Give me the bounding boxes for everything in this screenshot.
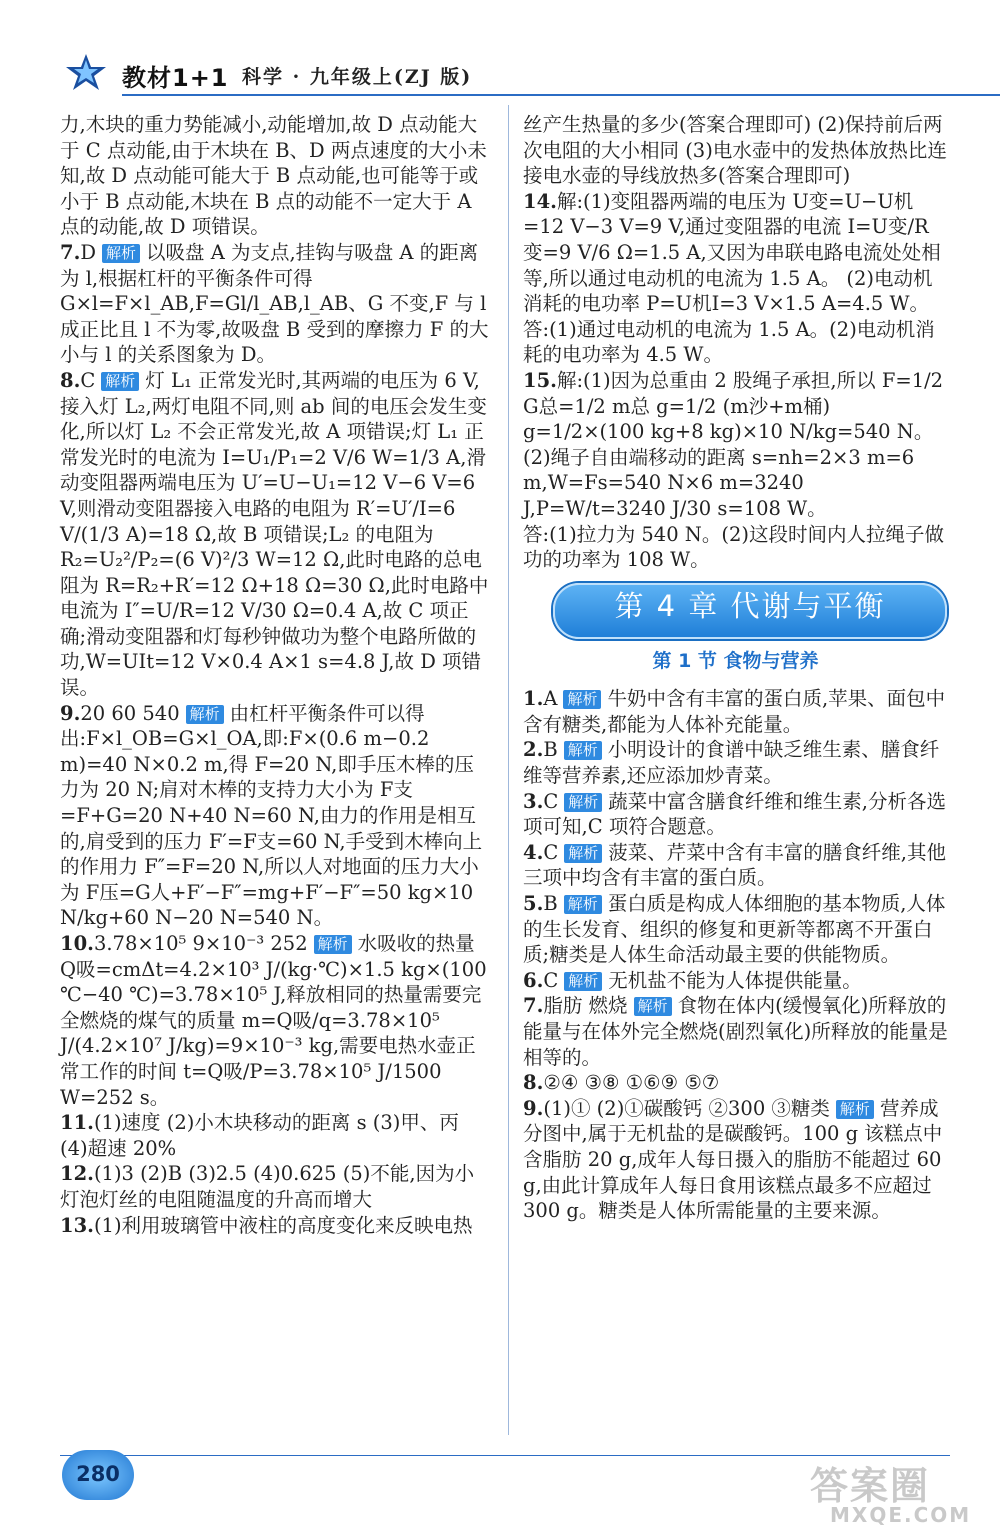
analysis-tag: 解析: [102, 244, 140, 263]
star-logo-icon: [60, 52, 112, 94]
answer-text: 以吸盘 A 为支点,挂钩与吸盘 A 的距离为 l,根据杠杆的平衡条件可得 G×l=F×l_AB,F=Gl/l_AB,l_AB、G 不变,F 与 l 成正比且 l 不为零,故吸盘 B 受到的摩擦力 F 的大小与 l 的关系图象为 D。: [60, 240, 489, 367]
header-divider: [122, 94, 1000, 96]
answer-item-4: [523, 840, 948, 891]
answer-text: 蛋白质是构成人体细胞的基本物质,人体的生长发育、组织的修复和更新等都离不开蛋白质;糖类是人体生命活动最主要的供能物质。: [523, 892, 946, 967]
item-number: 8.: [523, 1071, 544, 1095]
left-column: [60, 112, 492, 1238]
answer-text: 答:(1)拉力为 540 N。(2)这段时间内人拉绳子做功的功率为 108 W。: [523, 522, 944, 572]
item-number: 7.: [60, 240, 81, 264]
answer-text: 食物在体内(缓慢氧化)所释放的能量与在体外完全燃烧(剧烈氧化)所释放的能量是相等的。: [523, 994, 948, 1069]
item-answer: B: [543, 738, 558, 762]
answer-text: 营养成分图中,属于无机盐的是碳酸钙。100 g 该糕点中含脂肪 20 g,成年人每日摄入的脂肪不能超过 60 g,由此计算成年人每日食用该糕点最多不应超过 300 g。糖类是人体所需能量的主要来源。: [523, 1096, 943, 1223]
chapter-title: 第 4 章 代谢与平衡: [614, 588, 886, 623]
answer-text: 无机盐不能为人体提供能量。: [608, 968, 862, 992]
item-answer: C: [543, 840, 559, 864]
item-answer: D: [80, 240, 96, 264]
item-number: 9.: [60, 701, 81, 725]
item-number: 7.: [523, 994, 544, 1018]
answer-conclusion: [523, 317, 948, 368]
item-answer: C: [543, 968, 559, 992]
page-number-badge: [62, 1450, 134, 1500]
answer-text: (1)3 (2)B (3)2.5 (4)0.625 (5)不能,因为小灯泡灯丝的电阻随温度的升高而增大: [60, 1162, 475, 1211]
answer-text: 水吸收的热量 Q吸=cmΔt=4.2×10³ J/(kg·℃)×1.5 kg×(100 ℃−40 ℃)=3.78×10⁵ J,释放相同的热量需要完全燃烧的煤气的质量 m=Q吸/q=3.78×10⁵ J/(4.2×10⁷ J/kg)=9×10⁻³ kg,需要电热水壶正常工作的时间 t=Q吸/P=3.78×10⁵ J/1500 W=252 s。: [60, 932, 487, 1109]
answer-item-9: [523, 1096, 948, 1224]
page-number: 280: [76, 1462, 120, 1486]
page-header: [60, 52, 950, 96]
answer-item-11: [60, 1110, 492, 1161]
item-answer: 脂肪 燃烧: [543, 994, 628, 1018]
item-number: 4.: [523, 840, 544, 864]
item-answer: 20 60 540: [80, 701, 180, 725]
item-number: 5.: [523, 892, 544, 916]
subject-title: 科学 · 九年级上(ZJ 版): [242, 66, 473, 88]
item-number: 10.: [60, 932, 94, 955]
analysis-tag: 解析: [564, 895, 602, 914]
item-number: 12.: [60, 1162, 94, 1186]
analysis-tag: 解析: [186, 705, 224, 724]
answer-text: 灯 L₁ 正常发光时,其两端的电压为 6 V,接入灯 L₂,两灯电阻不同,则 ab 间的电压会发生变化,所以灯 L₂ 不会正常发光,故 A 项错误;灯 L₁ 正常发光时的电流为 I=U₁/P₁=2 V/6 W=1/3 A,滑动变阻器两端电压为 U′=U−U₁=12 V−6 V=6 V,则滑动变阻器接入电路的电阻为 R′=U′/I=6 V/(1/3 A)=18 Ω,故 B 项错误;L₂ 的电阻为 R₂=U₂²/P₂=(6 V)²/3 W=12 Ω,此时电路的总电阻为 R=R₂+R′=12 Ω+18 Ω=30 Ω,此时电路中电流为 I″=U/R=12 V/30 Ω=0.4 A,故 C 项正确;滑动变阻器和灯每秒钟做功为整个电路所做的功,W=UIt=12 V×0.4 A×1 s=4.8 J,故 D 项错误。: [60, 368, 489, 700]
answer-text: 解:(1)变阻器两端的电压为 U变=U−U机=12 V−3 V=9 V,通过变阻器的电流 I=U变/R变=9 V/6 Ω=1.5 A,又因为串联电路电流处处相等,所以通过电动机的电流为 1.5 A。 (2)电动机消耗的电功率 P=U机I=3 V×1.5 A=4.5 W。: [523, 189, 941, 316]
watermark: [800, 1455, 970, 1535]
answer-item-7: [523, 993, 948, 1070]
answer-text: (2)绳子自由端移动的距离 s=nh=2×3 m=6 m,W=Fs=540 N×6 m=3240 J,P=W/t=3240 J/30 s=108 W。: [523, 445, 915, 520]
item-answer: 3.78×10⁵ 9×10⁻³ 252: [93, 932, 308, 955]
answer-text: (1)利用玻璃管中液柱的高度变化来反映电热: [93, 1213, 473, 1237]
chapter-banner: [553, 583, 947, 639]
item-number: 14.: [523, 189, 557, 213]
analysis-tag: 解析: [564, 741, 602, 760]
answer-part: [523, 445, 948, 522]
answer-text: 由杠杆平衡条件可以得出:F×l_OB=G×l_OA,即:F×(0.6 m−0.2 m)=40 N×0.2 m,得 F=20 N,即手压木棒的压力为 20 N;肩对木棒的支持力大小为 F支=F+G=20 N+40 N=60 N,由力的作用是相互的,肩受到的压力 F′=F支=60 N,手受到木棒向上的作用力 F″=F=20 N,所以人对地面的压力大小为 F压=G人+F′−F″=mg+F′−F″=50 kg×10 N/kg+60 N−20 N=540 N。: [60, 701, 483, 930]
answer-item-6: [523, 968, 948, 994]
watermark-logo: 答案圈: [810, 1464, 931, 1508]
answer-item-1: [523, 686, 948, 737]
analysis-tag: 解析: [634, 997, 672, 1016]
answer-item-9: [60, 701, 492, 931]
item-number: 2.: [523, 738, 544, 762]
analysis-tag: 解析: [564, 844, 602, 863]
analysis-tag: 解析: [314, 935, 352, 954]
section-title: 第 1 节 食物与营养: [652, 649, 819, 672]
answer-item-10: [60, 931, 492, 1110]
item-answer: A: [543, 687, 558, 711]
answer-item-7: [60, 240, 492, 368]
answer-item-13: [60, 1213, 492, 1239]
answer-item-14: [523, 189, 948, 317]
answer-item-8: [60, 368, 492, 701]
answer-text: (1)速度 (2)小木块移动的距离 s (3)甲、丙 (4)超速 20%: [60, 1111, 459, 1160]
item-answer: C: [80, 368, 96, 392]
item-answer: (1)① (2)①碳酸钙 ②300 ③糖类: [543, 1096, 830, 1120]
answer-text: 解:(1)因为总重由 2 股绳子承担,所以 F=1/2 G总=1/2 m总 g=1/2 (m沙+m桶) g=1/2×(100 kg+8 kg)×10 N/kg=540 N。: [523, 368, 944, 444]
item-number: 8.: [60, 368, 81, 392]
answer-item-15: [523, 368, 948, 445]
item-number: 9.: [523, 1096, 544, 1120]
answer-item: [60, 112, 492, 240]
answer-text: 菠菜、芹菜中含有丰富的膳食纤维,其他三项中均含有丰富的蛋白质。: [523, 840, 946, 890]
item-number: 15.: [523, 368, 557, 392]
item-number: 13.: [60, 1213, 94, 1237]
analysis-tag: 解析: [836, 1100, 874, 1119]
right-column: [523, 112, 948, 1224]
answer-item-5: [523, 891, 948, 968]
answer-text: 丝产生热量的多少(答案合理即可) (2)保持前后两次电阻的大小相同 (3)电水壶中的发热体放热比连接电水壶的导线放热多(答案合理即可): [523, 113, 947, 188]
item-answer: ②④ ③⑧ ①⑥⑨ ⑤⑦: [543, 1071, 720, 1095]
item-answer: B: [543, 892, 558, 916]
answer-item: [523, 112, 948, 189]
analysis-tag: 解析: [563, 690, 601, 709]
answer-item-8: [523, 1070, 948, 1096]
answer-text: 答:(1)通过电动机的电流为 1.5 A。(2)电动机消耗的电功率为 4.5 W。: [523, 317, 935, 367]
item-number: 6.: [523, 968, 544, 992]
answer-item-2: [523, 737, 948, 788]
analysis-tag: 解析: [101, 372, 139, 391]
answer-text: 蔬菜中富含膳食纤维和维生素,分析各选项可知,C 项符合题意。: [523, 789, 946, 839]
watermark-url: MXQE.COM: [830, 1503, 972, 1527]
item-number: 1.: [523, 687, 544, 711]
answer-text: 力,木块的重力势能减小,动能增加,故 D 点动能大于 C 点动能,由于木块在 B、D 两点速度的大小未知,故 D 点动能可能大于 B 点动能,也可能等于或小于 B 点动能,木块在 B 点的动能不一定大于 A 点的动能,故 D 项错误。: [60, 113, 487, 239]
answer-conclusion: [523, 522, 948, 573]
analysis-tag: 解析: [564, 972, 602, 991]
answer-item-3: [523, 789, 948, 840]
analysis-tag: 解析: [564, 793, 602, 812]
brand-title: 教材1+1: [122, 64, 229, 92]
answer-text: 小明设计的食谱中缺乏维生素、膳食纤维等营养素,还应添加炒青菜。: [523, 738, 940, 788]
item-answer: C: [543, 789, 559, 813]
item-number: 3.: [523, 789, 544, 813]
column-divider: [508, 105, 509, 1435]
answer-item-12: [60, 1161, 492, 1212]
answer-text: 牛奶中含有丰富的蛋白质,苹果、面包中含有糖类,都能为人体补充能量。: [523, 687, 946, 736]
item-number: 11.: [60, 1111, 94, 1135]
